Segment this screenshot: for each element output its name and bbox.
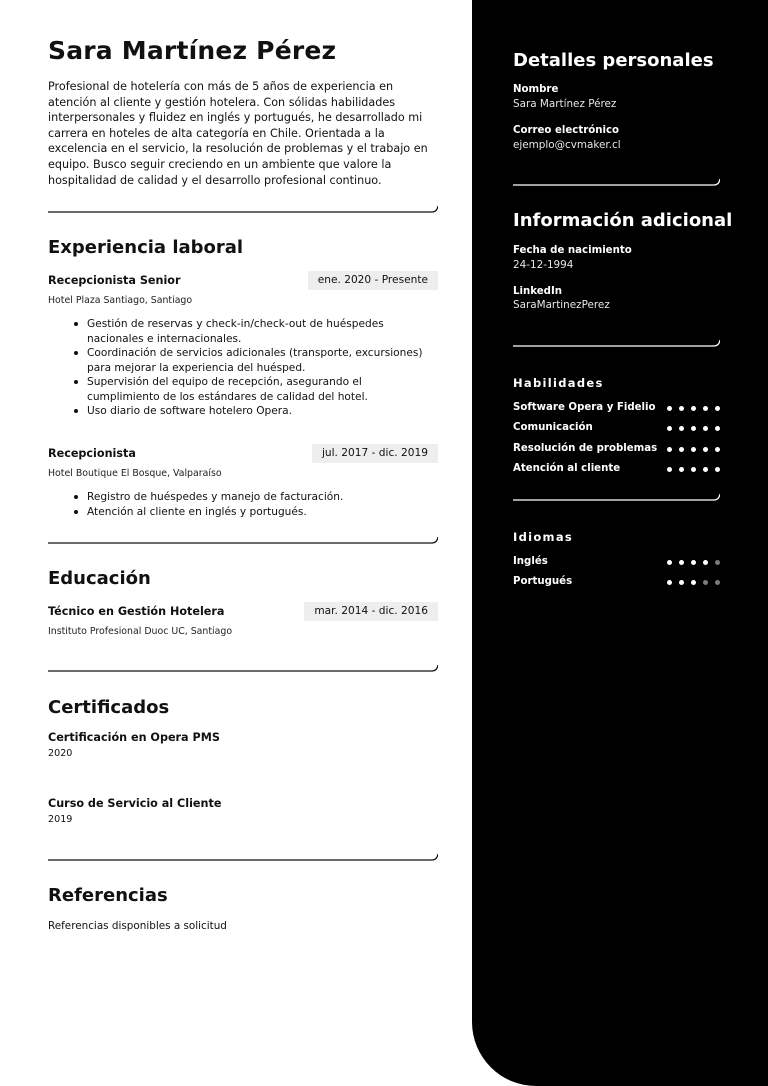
rating-dot-filled (703, 467, 708, 472)
name-label: Nombre (513, 84, 559, 95)
list-item: Uso diario de software hotelero Opera. (87, 404, 437, 419)
linkedin-value: SaraMartinezPerez (513, 299, 610, 311)
rating-label: Portugués (513, 576, 573, 588)
languages-title: Idiomas (513, 530, 574, 544)
education-title: Educación (48, 568, 151, 589)
rating-label: Software Opera y Fidelio (513, 402, 656, 413)
rating-dot-filled (667, 560, 672, 565)
profile-summary: Profesional de hotelería con más de 5 años de experiencia en atención al cliente y gestión hotelera. Con sólidas habilidades interpersonales y fluidez en inglés y portugués, he desarrollado mi carrera en hoteles de alta categoría en Chile. Orientada a la excelencia en el servicio, la resolución de problemas y el trabajo en equipo. Busco seguir creciendo en un ambiente que valore la hospitalidad de calidad y el desarrollo profesional continuo. (48, 80, 428, 187)
degree-title: Técnico en Gestión Hotelera (48, 605, 225, 618)
rating-dot-filled (703, 426, 708, 431)
rating-dot-filled (691, 426, 696, 431)
skills-title: Habilidades (513, 376, 604, 390)
sidebar-divider (513, 493, 720, 501)
list-item: Supervisión del equipo de recepción, asegurando el cumplimiento de los estándares de calidad del hotel. (87, 375, 437, 404)
rating-dot-filled (691, 580, 696, 585)
section-divider (48, 536, 438, 544)
rating-label: Inglés (513, 556, 548, 567)
birth-value: 24-12-1994 (513, 259, 574, 271)
personal-details-title: Detalles personales (513, 50, 714, 71)
rating-dot-filled (715, 406, 720, 411)
rating-dot-filled (667, 406, 672, 411)
job-title: Recepcionista (48, 447, 136, 460)
job-title: Recepcionista Senior (48, 274, 181, 287)
rating-dot-filled (667, 580, 672, 585)
rating-dot-filled (679, 426, 684, 431)
rating-row (513, 402, 720, 416)
job-bullet-list (87, 490, 437, 519)
rating-dot-empty (715, 580, 720, 585)
rating-dot-filled (679, 447, 684, 452)
rating-dot-filled (679, 406, 684, 411)
school-line: Instituto Profesional Duoc UC, Santiago (48, 626, 233, 637)
company-line: Hotel Boutique El Bosque, Valparaíso (48, 468, 222, 479)
candidate-name: Sara Martínez Pérez (48, 36, 337, 65)
rating-dot-filled (703, 560, 708, 565)
list-item: Coordinación de servicios adicionales (transporte, excursiones) para mejorar la experiencia del huésped. (87, 346, 437, 375)
list-item: Gestión de reservas y check-in/check-out de huéspedes nacionales e internacionales. (87, 317, 437, 346)
sidebar (472, 0, 768, 1086)
section-divider (48, 664, 438, 672)
date-badge: mar. 2014 - dic. 2016 (304, 602, 438, 621)
job-bullet-list (87, 317, 437, 419)
sidebar-divider (513, 339, 720, 347)
rating-dot-filled (667, 467, 672, 472)
rating-label: Atención al cliente (513, 462, 621, 474)
email-value: ejemplo@cvmaker.cl (513, 139, 621, 151)
rating-dot-filled (679, 580, 684, 585)
rating-row (513, 576, 720, 590)
section-divider (48, 853, 438, 861)
rating-dot-filled (715, 447, 720, 452)
section-divider (48, 205, 438, 213)
rating-dot-filled (703, 406, 708, 411)
list-item: Atención al cliente en inglés y portugués. (87, 505, 437, 520)
certificate-name: Curso de Servicio al Cliente (48, 797, 222, 810)
rating-row (513, 443, 720, 457)
rating-dot-filled (715, 426, 720, 431)
rating-dots (667, 580, 720, 586)
references-text: Referencias disponibles a solicitud (48, 920, 227, 932)
certificate-year: 2020 (48, 748, 73, 759)
rating-dots (667, 560, 720, 566)
rating-dots (667, 426, 720, 432)
rating-label: Resolución de problemas (513, 442, 658, 454)
list-item: Registro de huéspedes y manejo de facturación. (87, 490, 437, 505)
date-badge: jul. 2017 - dic. 2019 (312, 444, 438, 463)
rating-dots (667, 447, 720, 453)
additional-info-title: Información adicional (513, 210, 733, 231)
rating-dot-filled (703, 447, 708, 452)
rating-dot-filled (679, 560, 684, 565)
rating-dots (667, 467, 720, 473)
rating-dot-filled (691, 467, 696, 472)
references-title: Referencias (48, 885, 168, 906)
rating-dot-filled (715, 467, 720, 472)
rating-row (513, 463, 720, 477)
rating-dot-empty (715, 560, 720, 565)
rating-dot-empty (703, 580, 708, 585)
rating-dot-filled (691, 447, 696, 452)
name-value: Sara Martínez Pérez (513, 98, 617, 110)
rating-label: Comunicación (513, 422, 593, 434)
certificate-year: 2019 (48, 814, 73, 825)
rating-dot-filled (667, 426, 672, 431)
sidebar-divider (513, 178, 720, 186)
certificates-title: Certificados (48, 697, 170, 718)
birth-label: Fecha de nacimiento (513, 245, 632, 256)
rating-dot-filled (667, 447, 672, 452)
rating-dot-filled (679, 467, 684, 472)
date-badge: ene. 2020 - Presente (308, 271, 438, 290)
email-label: Correo electrónico (513, 125, 620, 136)
certificate-name: Certificación en Opera PMS (48, 731, 220, 744)
rating-row (513, 556, 720, 570)
rating-dot-filled (691, 406, 696, 411)
rating-dot-filled (691, 560, 696, 565)
rating-row (513, 422, 720, 436)
experience-title: Experiencia laboral (48, 237, 244, 258)
linkedin-label: LinkedIn (513, 286, 562, 297)
rating-dots (667, 406, 720, 412)
company-line: Hotel Plaza Santiago, Santiago (48, 295, 193, 306)
